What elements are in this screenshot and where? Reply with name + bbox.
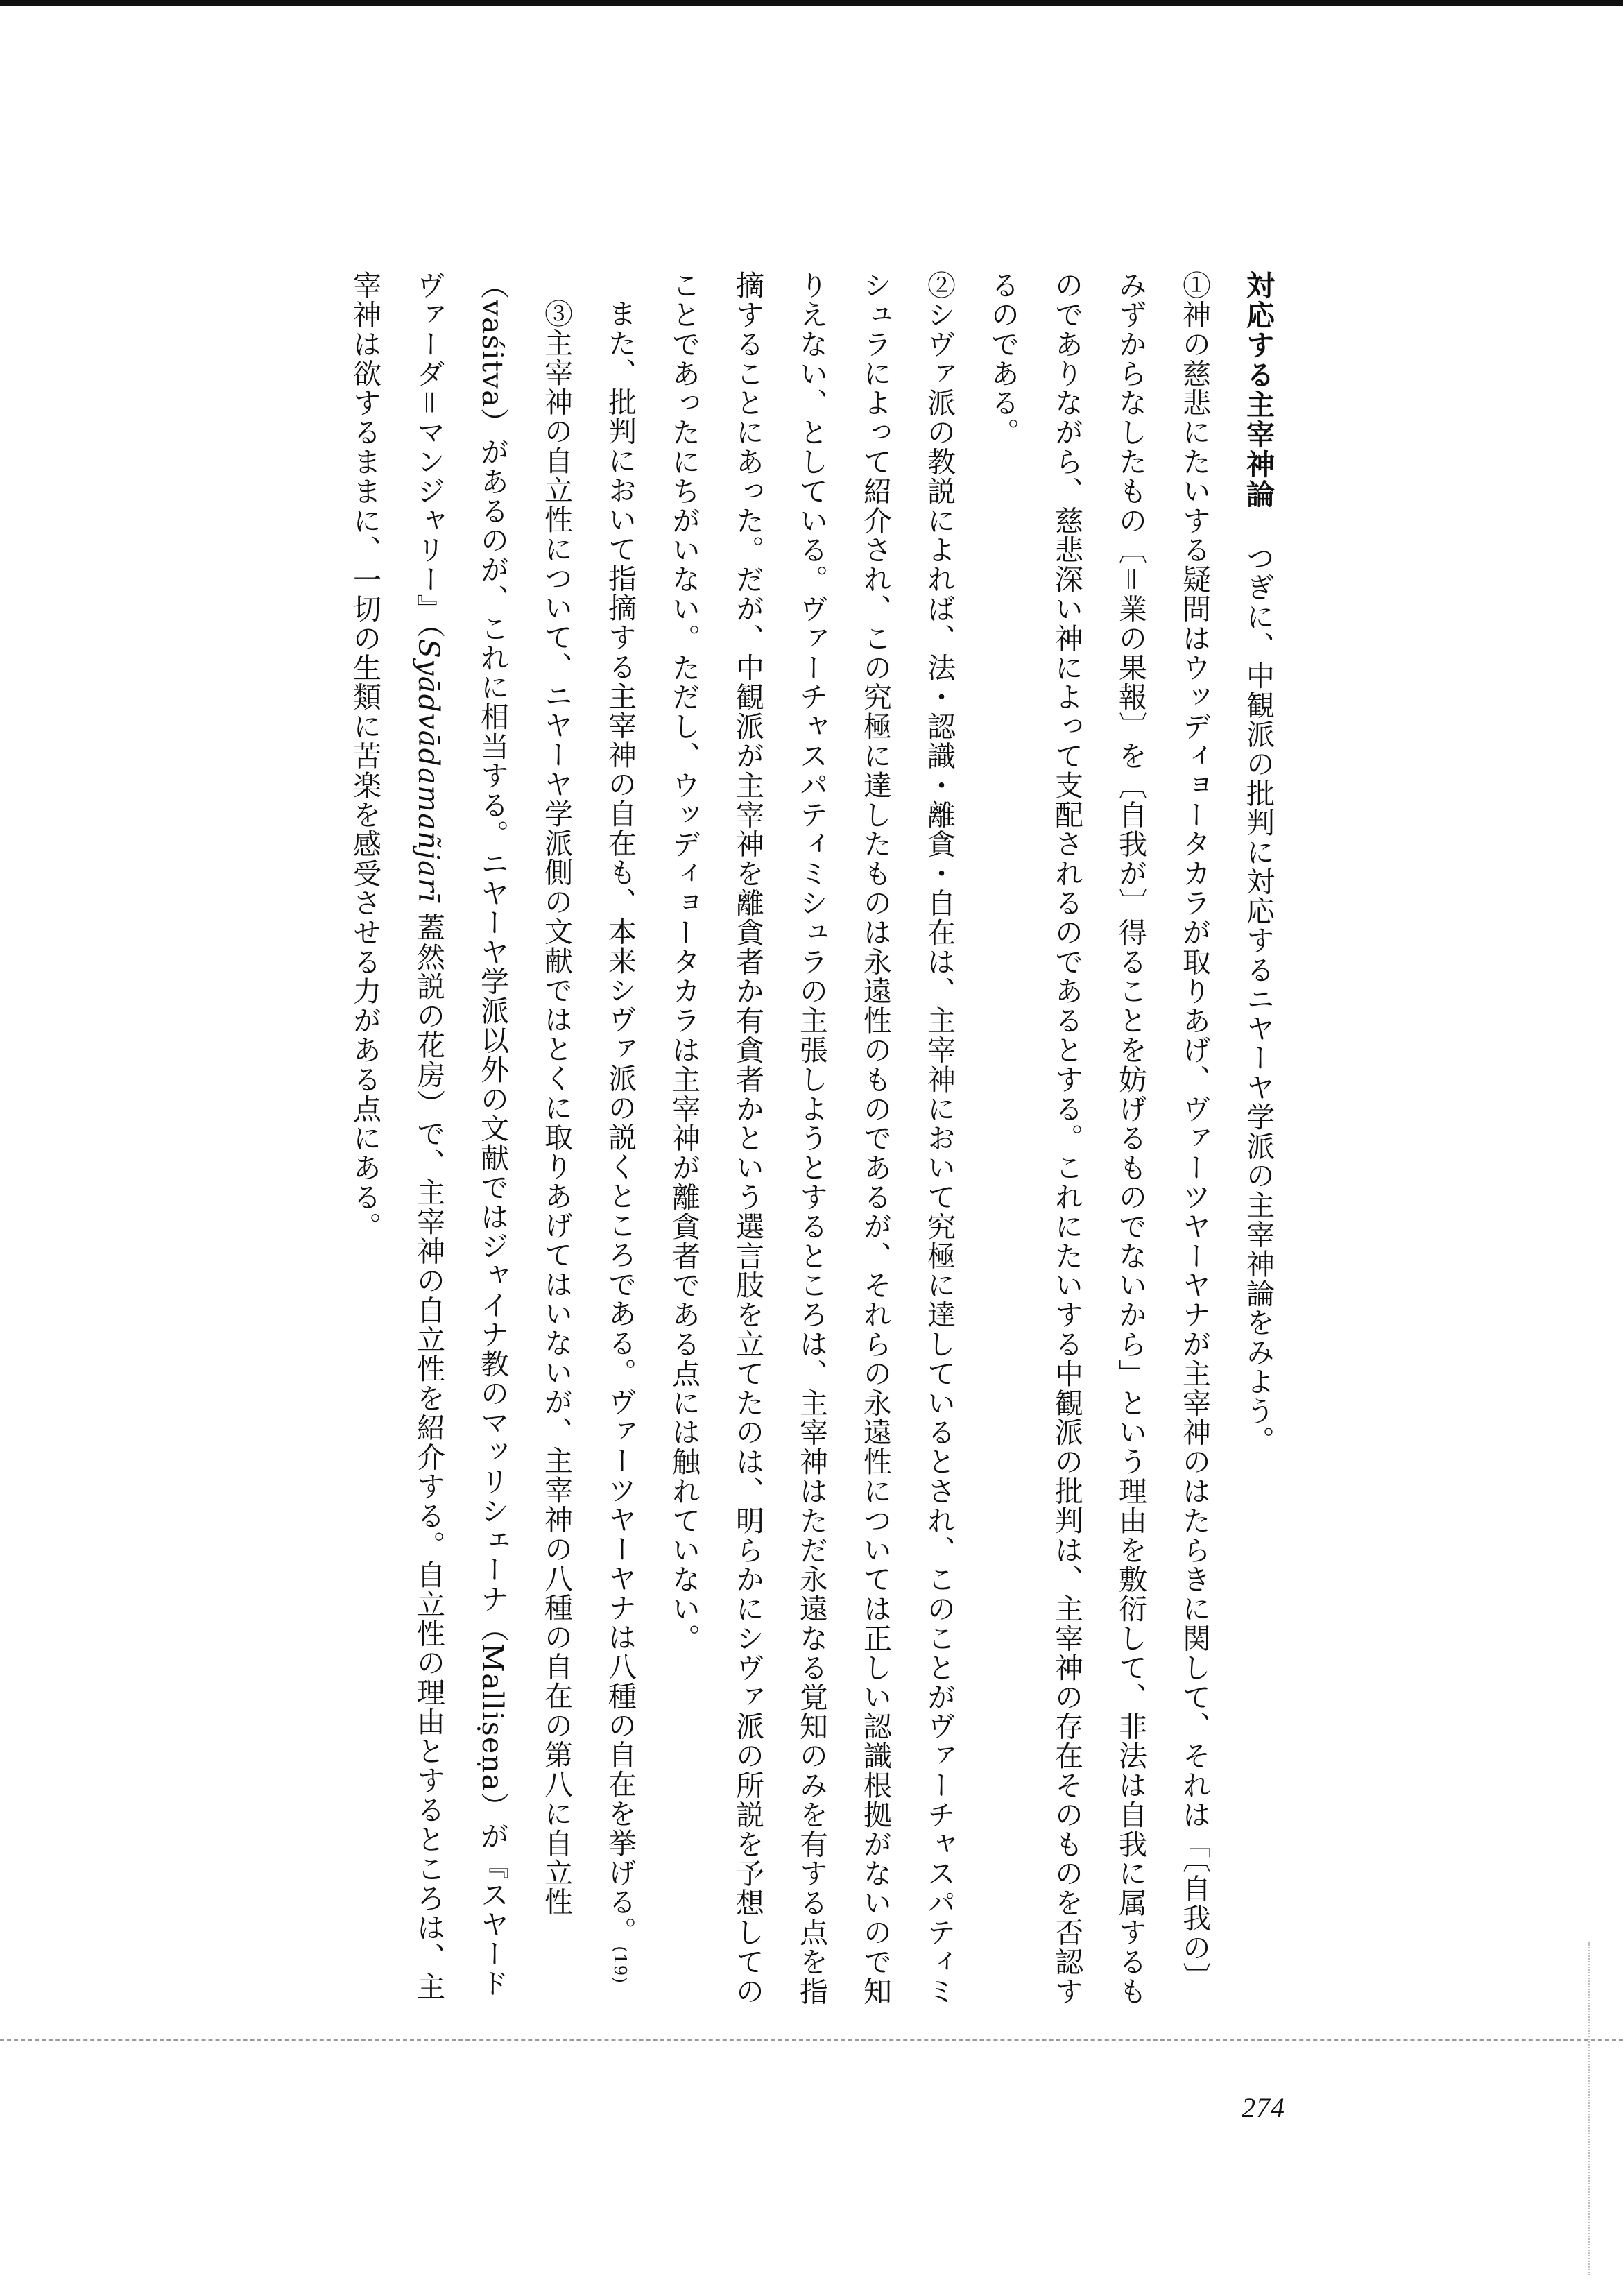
footnote-marker-19: (19) xyxy=(610,1946,630,1985)
paragraph-4-text-a: ③主宰神の自立性について、ニヤーヤ学派側の文献ではとくに取りあげてはいないが、主宰神の八種の自在の第八に自立性（vaśitva）があるのが、これに相当する。ニヤーヤ学派以外の文献ではジャイナ教のマッリシェーナ（Malliṣeṇa）が『スヤードヴァーダ＝マンジャリー』（ xyxy=(412,271,573,1998)
latin-title: Syādvādamañjarī xyxy=(412,638,445,903)
paragraph-3 xyxy=(588,271,652,2019)
scan-edge-line xyxy=(1588,1942,1590,2275)
page-number: 274 xyxy=(1242,2092,1285,2123)
paragraph-1: ①神の慈悲にたいする疑問はウッディョータカラが取りあげ、ヴァーツヤーヤナが主宰神のはたらきに関して、それは「〔自我の〕みずからなしたもの〔＝業の果報〕を〔自我が〕得ることを妨げるものでないから」という理由を敷衍して、非法は自我に属するものでありながら、慈悲深い神によって支配されるのであるとする。これにたいする中観派の批判は、主宰神の存在そのものを否認するのである。 xyxy=(986,271,1211,2006)
vertical-text-body xyxy=(333,271,1290,2019)
paragraph-3-text: また、批判において指摘する主宰神の自在も、本来シヴァ派の説くところである。ヴァーツヤーヤナは八種の自在を挙げる。 xyxy=(603,299,637,1946)
paragraph-4-text-b: 蓋然説の花房）で、主宰神の自立性を紹介する。自立性の理由とするところは、主宰神は欲するままに、一切の生類に苦楽を感受させる力がある点にある。 xyxy=(348,271,445,2001)
paragraph-2: ②シヴァ派の教説によれば、法・認識・離貪・自在は、主宰神において究極に達しているとされ、このことがヴァーチャスパティミシュラによって紹介され、この究極に達したものは永遠性のものであるが、それらの永遠性については正しい認識根拠がないので知りえない、としている。ヴァーチャスパティミシュラの主張しようとするところは、主宰神はただ永遠なる覚知のみを有する点を指摘することにあった。だが、中観派が主宰神を離貪者か有貪者かという選言肢を立てたのは、明らかにシヴァ派の所説を予想してのことであったにちがいない。ただし、ウッディョータカラは主宰神が離貪者である点には触れていない。 xyxy=(667,271,956,2006)
section-intro: つぎに、中観派の批判に対応するニヤーヤ学派の主宰神論をみよう。 xyxy=(1242,543,1275,1455)
section-heading: 対応する主宰神論 xyxy=(1242,271,1275,509)
footer-dashed-rule xyxy=(0,2039,1623,2041)
paragraph-4 xyxy=(333,271,588,2019)
top-border-rule xyxy=(0,0,1623,6)
section-heading-line xyxy=(1226,271,1290,2019)
